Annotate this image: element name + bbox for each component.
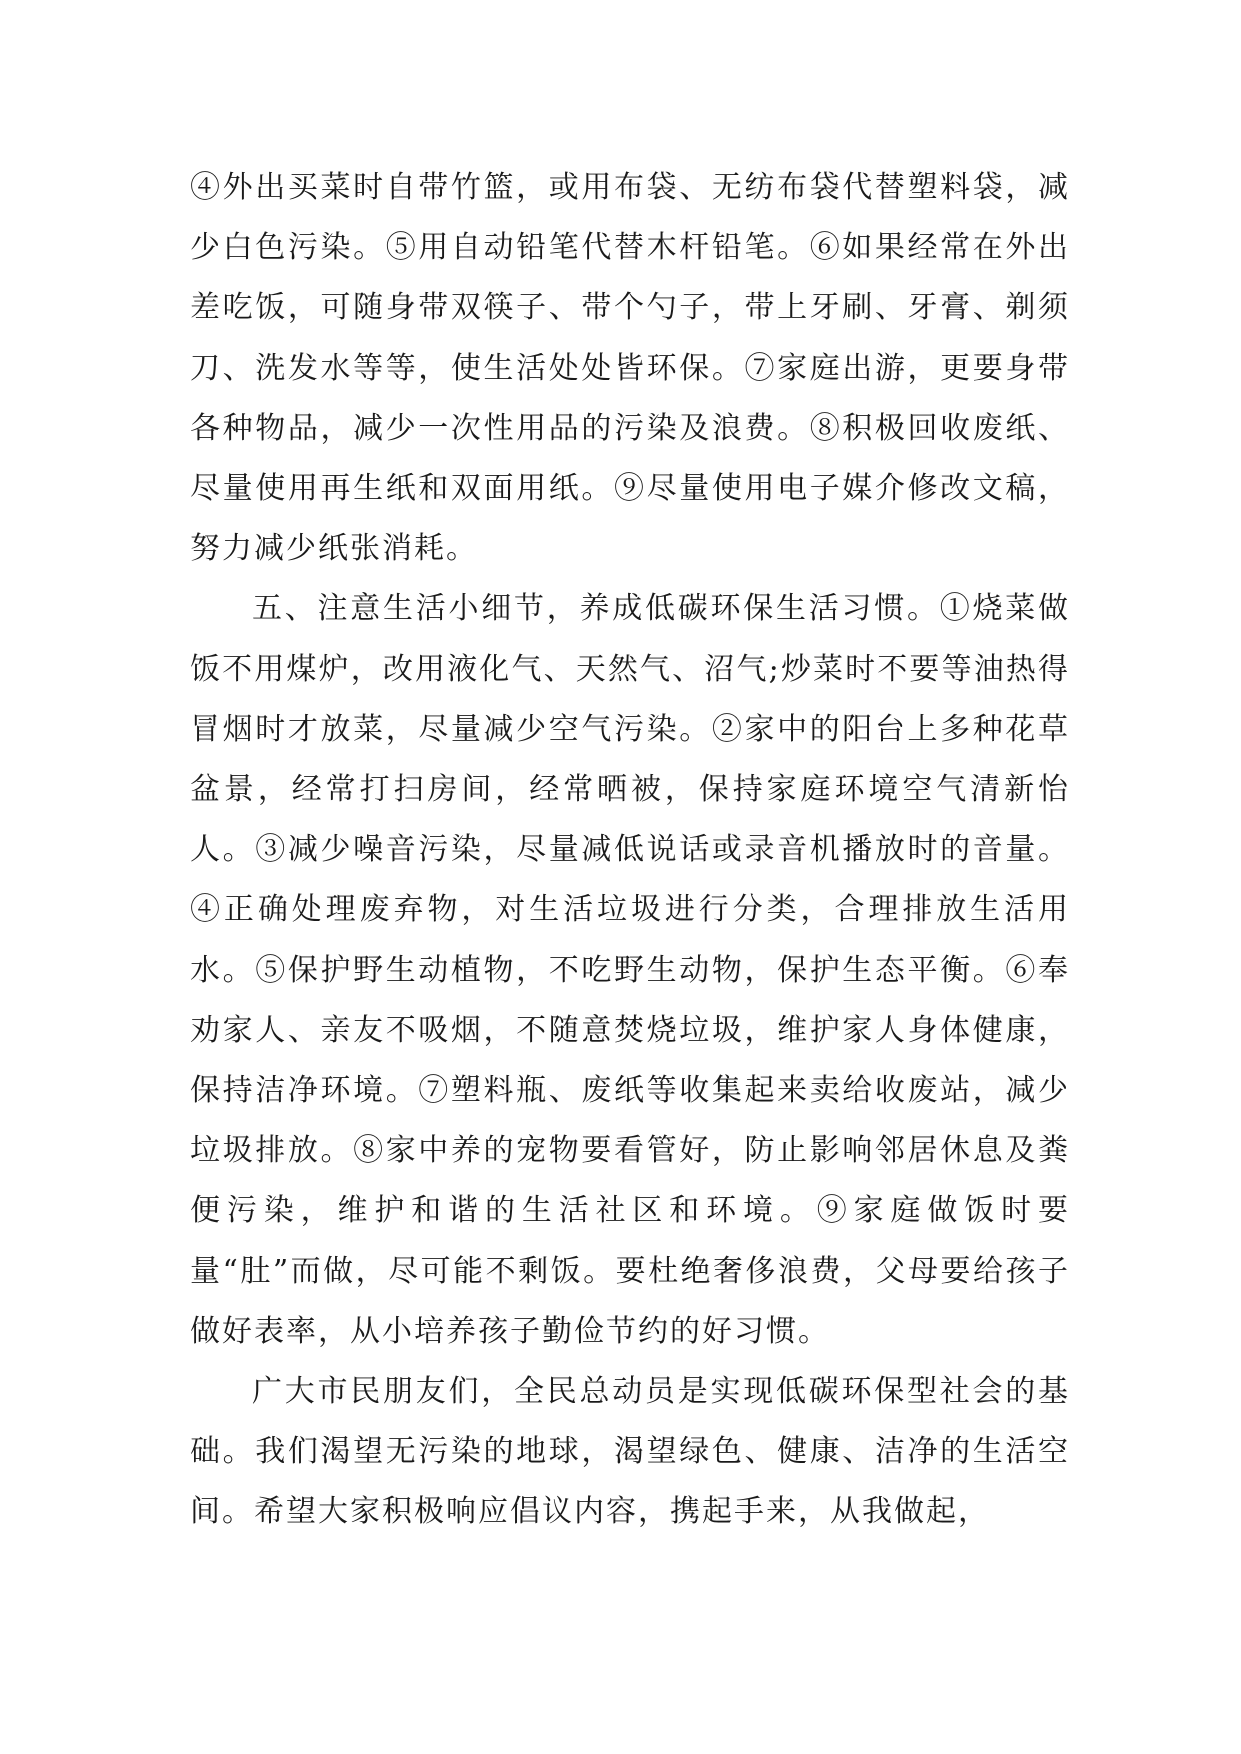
paragraph-section-five: 五、注意生活小细节，养成低碳环保生活习惯。①烧菜做饭不用煤炉，改用液化气、天然气、沼气;炒菜时不要等油热得冒烟时才放菜，尽量减少空气污染。②家中的阳台上多种花草盆景，经常打扫房间，经常晒被，保持家庭环境空气清新怡人。③减少噪音污染，尽量减低说话或录音机播放时的音量。④正确处理废弃物，对生活垃圾进行分类，合理排放生活用水。⑤保护野生动植物，不吃野生动物，保护生态平衡。⑥奉劝家人、亲友不吸烟，不随意焚烧垃圾，维护家人身体健康，保持洁净环境。⑦塑料瓶、废纸等收集起来卖给收废站，减少垃圾排放。⑧家中养的宠物要看管好，防止影响邻居休息及粪便污染，维护和谐的生活社区和环境。⑨家庭做饭时要量“肚”而做，尽可能不剩饭。要杜绝奢侈浪费，父母要给孩子做好表率，从小培养孩子勤俭节约的好习惯。 <box>190 591 1070 1349</box>
document-body <box>190 158 1070 1543</box>
paragraph-appeal: 广大市民朋友们，全民总动员是实现低碳环保型社会的基础。我们渴望无污染的地球，渴望绿色、健康、洁净的生活空间。希望大家积极响应倡议内容，携起手来，从我做起， <box>190 1374 1070 1530</box>
paragraph-continued: ④外出买菜时自带竹篮，或用布袋、无纺布袋代替塑料袋，减少白色污染。⑤用自动铅笔代替木杆铅笔。⑥如果经常在外出差吃饭，可随身带双筷子、带个勺子，带上牙刷、牙膏、剃须刀、洗发水等等，使生活处处皆环保。⑦家庭出游，更要身带各种物品，减少一次性用品的污染及浪费。⑧积极回收废纸、尽量使用再生纸和双面用纸。⑨尽量使用电子媒介修改文稿，努力减少纸张消耗。 <box>190 170 1070 567</box>
